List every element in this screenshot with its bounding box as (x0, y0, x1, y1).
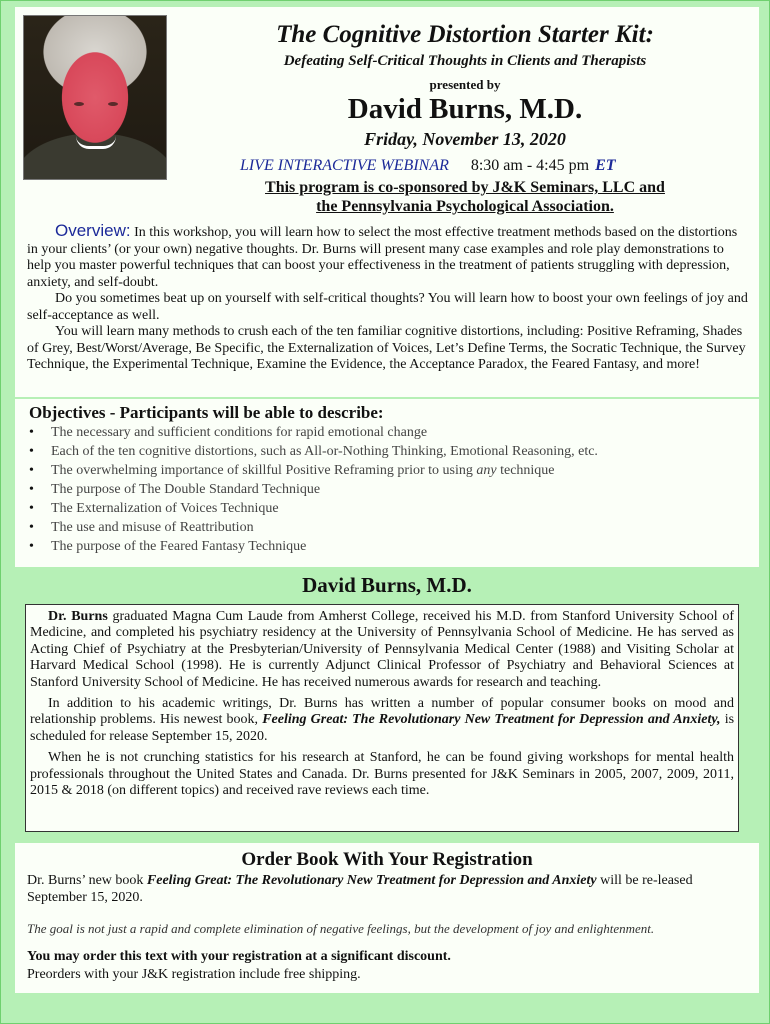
overview-text (27, 223, 749, 374)
list-item (29, 537, 598, 556)
presented-by: presented by (429, 77, 501, 92)
bullet-icon: • (29, 539, 34, 554)
bullet-icon: • (29, 501, 34, 516)
bio-p1-text: graduated Magna Cum Laude from Amherst College, received his M.D. from Stanford University School of Medicine, and completed his psychiatry residency at the University of Pennsylvania School of Medicine. He has served as Acting Chief of Psychiatry at the Presbyterian/University of Pennsylvania Medical Center (1988) and Visiting Scholar at Harvard Medical School (1998). He is currently Adjunct Clinical Professor of Psychiatry and Behavioral Sciences at Stanford University School of Medicine. He has received numerous awards for research and teaching. (30, 609, 734, 690)
list-item (29, 423, 598, 442)
webinar-line (240, 157, 616, 175)
overview-p2-text: Do you sometimes beat up on yourself with self-critical thoughts? You will learn how to boost your own feelings of joy and self-acceptance as well. (27, 291, 748, 323)
bio-p2-start: In addition to his academic writings, Dr. Burns has written a number of popular consumer books on mood and relationship problems. His newest book, (30, 696, 734, 728)
overview-paragraph-3 (27, 324, 749, 374)
objective-tail: technique (500, 463, 555, 478)
objectives-panel (15, 399, 759, 567)
presenter-name: David Burns, M.D. (347, 93, 583, 125)
order-text-start: Dr. Burns’ new book (27, 873, 144, 888)
objective-emphasis: any (476, 463, 497, 478)
order-panel (15, 843, 759, 993)
photo-eye-right (108, 102, 118, 106)
bio-text (30, 609, 734, 804)
objectives-heading: Objectives - Participants will be able to describe: (29, 403, 384, 422)
photo-eye-left (74, 102, 84, 106)
bio-paragraph-1 (30, 609, 734, 691)
objective-text: The purpose of the Feared Fantasy Technique (51, 539, 307, 554)
event-timezone: ET (595, 157, 616, 174)
bio-paragraph-2 (30, 696, 734, 745)
order-discount: You may order this text with your registration at a significant discount. (27, 949, 451, 964)
list-item (29, 480, 598, 499)
objective-text: The Externalization of Voices Technique (51, 501, 279, 516)
presenter-photo (23, 15, 167, 180)
order-book-title: Feeling Great: The Revolutionary New Treatment for Depression and Anxiety (146, 873, 597, 888)
list-item (29, 442, 598, 461)
overview-heading: Overview: (55, 221, 131, 240)
objective-text: The necessary and sufficient conditions for rapid emotional change (51, 425, 428, 440)
bullet-icon: • (29, 444, 34, 459)
header-panel (15, 7, 759, 217)
overview-panel (15, 217, 759, 397)
workshop-subtitle: Defeating Self-Critical Thoughts in Clients and Therapists (283, 53, 647, 69)
order-text (27, 873, 727, 906)
overview-p1-text: In this workshop, you will learn how to select the most effective treatment methods based on the distortions in your clients’ (or your own) negative thoughts. Dr. Burns will present many case examples and role play demonstrations to help you master powerful techniques that can boost your effectiveness in the treatment of patients struggling with depression, anxiety, and self-doubt. (27, 225, 738, 290)
webinar-label: LIVE INTERACTIVE WEBINAR (240, 157, 449, 174)
photo-smile (76, 136, 116, 149)
bullet-icon: • (29, 463, 34, 478)
bio-paragraph-3 (30, 750, 734, 799)
bullet-icon: • (29, 482, 34, 497)
bio-book-title: Feeling Great: The Revolutionary New Treatment for Depression and Anxiety, (262, 712, 721, 728)
list-item (29, 518, 598, 537)
bio-panel (25, 604, 739, 832)
order-heading: Order Book With Your Registration (241, 849, 533, 870)
sponsor-line-2: the Pennsylvania Psychological Association. (316, 198, 614, 215)
objective-text: The purpose of The Double Standard Technique (51, 482, 321, 497)
workshop-title: The Cognitive Distortion Starter Kit: (276, 21, 654, 48)
bio-p2-end: is scheduled for release September 15, 2020. (30, 712, 735, 744)
objective-text: The use and misuse of Reattribution (51, 520, 254, 535)
overview-paragraph-1 (27, 223, 749, 291)
list-item (29, 499, 598, 518)
bullet-icon: • (29, 520, 34, 535)
bullet-icon: • (29, 425, 34, 440)
overview-paragraph-2 (27, 291, 749, 324)
objective-text: Each of the ten cognitive distortions, such as All-or-Nothing Thinking, Emotional Reasoning, etc. (51, 444, 598, 459)
order-text-end: will be re-leased September 15, 2020. (27, 873, 693, 905)
sponsor-line-1: This program is co-sponsored by J&K Seminars, LLC and (265, 179, 665, 196)
order-shipping: Preorders with your J&K registration include free shipping. (27, 967, 361, 982)
objectives-list (29, 423, 598, 556)
event-time: 8:30 am - 4:45 pm (470, 157, 590, 174)
event-date: Friday, November 13, 2020 (364, 129, 566, 149)
overview-p3-text: You will learn many methods to crush each of the ten familiar cognitive distortions, including: Positive Reframing, Shades of Grey, Best/Worst/Average, Be Specific, the Externalization of Voices, Let’s Define Terms, the Socratic Technique, the Survey Technique, the Experimental Technique, Examine the Evidence, the Acceptance Paradox, the Feared Fantasy, and more! (27, 324, 746, 372)
order-goal: The goal is not just a rapid and complete elimination of negative feelings, but the development of joy and enlightenment. (27, 921, 655, 936)
bio-p3-text: When he is not crunching statistics for his research at Stanford, he can be found giving workshops for mental health professionals throughout the United States and Canada. Dr. Burns presented for J&K Seminars in 2005, 2007, 2009, 2011, 2015 & 2018 (on different topics) and received rave reviews each time. (30, 750, 734, 799)
objective-text: The overwhelming importance of skillful Positive Reframing prior to using (51, 463, 473, 478)
bio-heading: David Burns, M.D. (302, 573, 472, 597)
list-item (29, 461, 598, 480)
bio-name: Dr. Burns (48, 609, 108, 624)
